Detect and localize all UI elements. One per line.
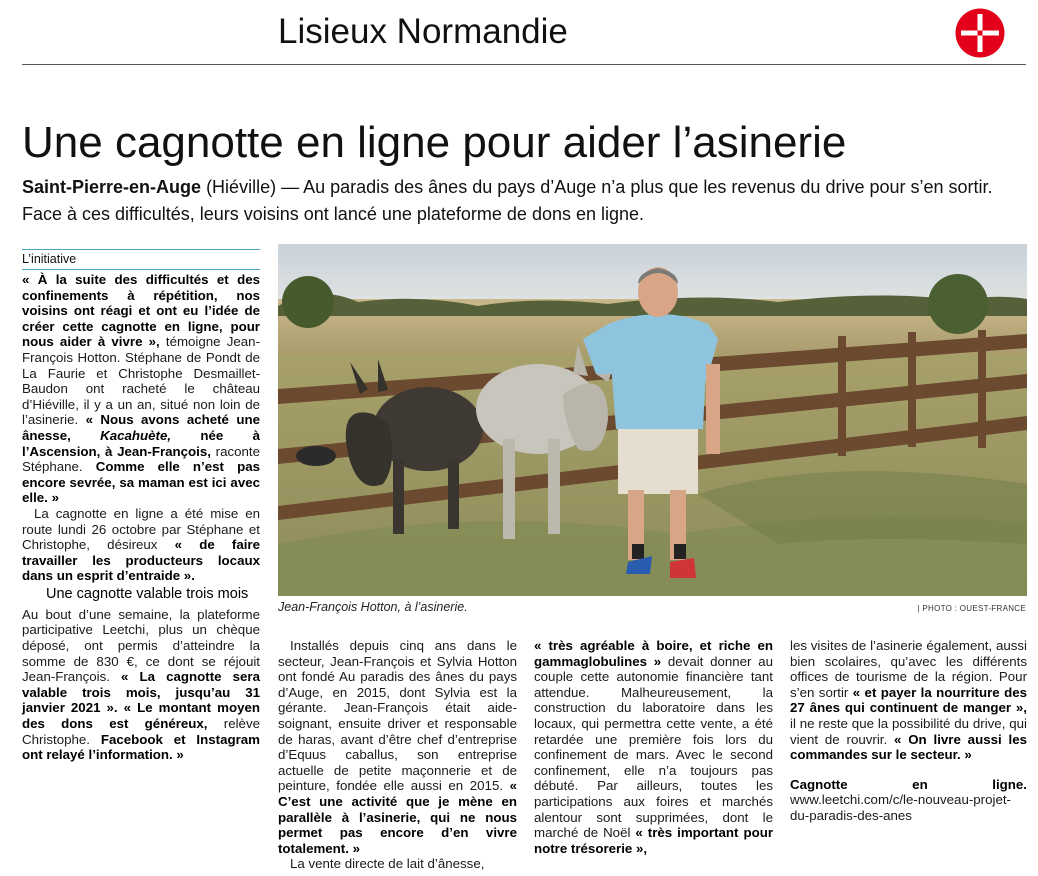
article-lead: [22, 174, 1022, 228]
quote: Facebook et Instagram ont relayé l’information. »: [22, 731, 260, 763]
paragraph: [790, 638, 1027, 763]
body-text: La vente directe de lait d’ânesse,: [290, 856, 485, 872]
body-text: Installés depuis cinq ans dans le secteur, Jean-François et Sylvia Hotton ont fondé Au paradis des ânes du pays d’Auge, en 2015, dont Sylvia est la gérante. Jean-François était aide-soignant, ensuite driver et responsable de haras, avant d’être chef d’entreprise d’Equus caballus, son entreprise actuelle de petite maçonnerie et de peinture, fondée elle aussi en 2015.: [278, 638, 517, 794]
tree: [282, 276, 334, 328]
quote: née à l’Ascension, à Jean-François,: [22, 427, 260, 459]
lead-place-detail: (Hiéville): [206, 177, 277, 197]
quote: « très agréable à boire, et riche en gammaglobulines »: [534, 638, 773, 669]
quote: « très important pour notre trésorerie »,: [534, 825, 773, 856]
photo-caption: Jean-François Hotton, à l’asinerie.: [278, 600, 468, 614]
lead-text: — Au paradis des ânes du pays d’Auge n’a plus que les revenus du drive pour s’en sortir. Face à ces difficultés, leurs voisins ont lancé une plateforme de dons en ligne.: [22, 177, 993, 224]
body-text: devait donner au couple cette autonomie financière tant attendue. Malheureusement, la construction du laboratoire dans les locaux, qui permettra cette vente, a été retardée une première fois lors du confinement de mars. Avec le second confinement, elle n’a toujours pas débuté. Par ailleurs, toutes les participations aux foires et marchés alentour sont supprimées, dont le marché de Noël: [534, 653, 773, 841]
body-text: raconte Stéphane.: [22, 443, 260, 475]
feed-bucket: [296, 446, 336, 466]
quote: Comme elle n’est pas encore sevrée, sa maman est ici avec elle. »: [22, 459, 260, 506]
paragraph: [22, 506, 260, 584]
article-column-4: [790, 638, 1027, 824]
cagnotte-link[interactable]: www.leetchi.com/c/le-nouveau-projet-du-paradis-des-anes: [790, 792, 1011, 823]
quote: « de faire travailler les producteurs locaux dans un esprit d’entraide ».: [22, 537, 260, 584]
paragraph: [22, 607, 260, 763]
section-title: Lisieux Normandie: [278, 12, 568, 51]
body-text: relève Christophe.: [22, 716, 260, 747]
quote: « La cagnotte sera valable trois mois, jusqu’au 31 janvier 2021 ». « Le montant moyen des dons est généreux,: [22, 669, 261, 732]
lead-place: Saint-Pierre-en-Auge: [22, 177, 202, 197]
article-column-2: [278, 638, 517, 872]
body-text: Au bout d’une semaine, la plateforme participative Leetchi, plus un chèque déposé, ont permis d’atteindre la somme de 830 €, ce dont se réjouit Jean-François.: [22, 606, 260, 685]
quote: « À la suite des difficultés et des confinements à répétition, nos voisins ont réagi et ont eu l’idée de créer cette cagnotte en ligne, pour nous aider à vivre »,: [22, 272, 260, 350]
quote: « On livre aussi les commandes sur le secteur. »: [790, 731, 1027, 763]
article-column-3: [534, 638, 773, 856]
paragraph: [278, 638, 517, 856]
article-column-1: [22, 272, 260, 763]
body-text: La cagnotte en ligne a été mise en route lundi 26 octobre par Stéphane et Christophe, désireux: [22, 505, 260, 553]
paragraph: [278, 856, 517, 872]
subheading: Une cagnotte valable trois mois: [46, 585, 249, 602]
tree: [928, 274, 988, 334]
body-text: il ne reste que la possibilité du drive, qui vient de rouvrir.: [790, 715, 1027, 747]
article-headline: Une cagnotte en ligne pour aider l’asinerie: [22, 118, 847, 167]
article-photo: [278, 244, 1027, 596]
footnote: [790, 777, 1027, 824]
quote: « Nous avons acheté une ânesse,: [22, 412, 260, 443]
quote: « et payer la nourriture des 27 ânes qui continuent de manger »,: [790, 684, 1027, 716]
section-kicker: L’initiative: [22, 249, 260, 270]
paragraph: [22, 272, 260, 506]
paragraph: [534, 638, 773, 856]
header-divider: [22, 64, 1026, 65]
donkey-name: Kacahuète,: [100, 427, 172, 443]
ouest-france-logo-icon: [955, 8, 1005, 58]
body-text: les visites de l’asinerie également, aussi bien scolaires, qu’avec les différents offices de tourisme de la région. Pour s’en sortir: [790, 638, 1027, 700]
body-text: témoigne Jean-François Hotton. Stéphane de Pondt de La Faurie et Christophe Desmaillet-Baudon ont racheté le château d’Hiéville, il y a un an, situé non loin de l’asinerie.: [22, 334, 260, 428]
quote: « C’est une activité que je mène en parallèle à l’asinerie, qui ne nous permet pas encore d’en vivre totalement. »: [278, 778, 517, 856]
photo-credit: | PHOTO : OUEST-FRANCE: [917, 604, 1026, 613]
footnote-label: Cagnotte en ligne.: [790, 776, 1027, 792]
